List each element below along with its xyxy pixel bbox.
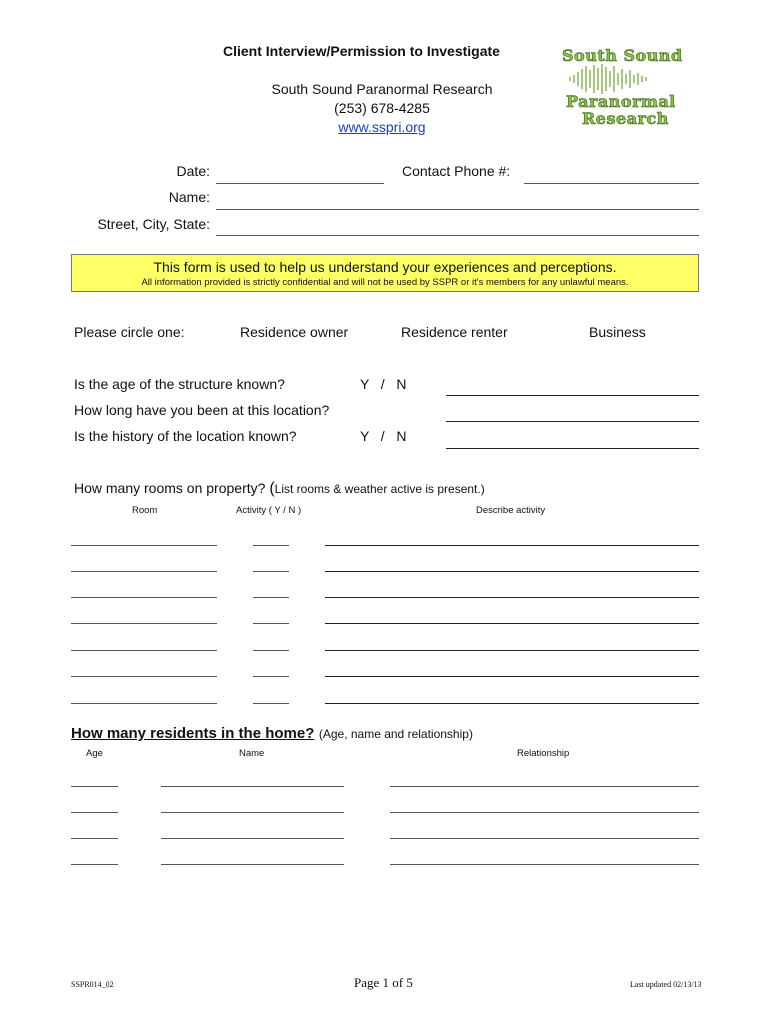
resident-name-field[interactable]	[161, 786, 344, 787]
option-residence-renter[interactable]: Residence renter	[401, 324, 508, 340]
question-structure-age: Is the age of the structure known?	[74, 376, 285, 392]
form-code: SSPR014_02	[71, 980, 114, 989]
resident-relationship-field[interactable]	[390, 838, 699, 839]
answer-time-at-location[interactable]	[446, 421, 699, 422]
rooms-heading	[74, 480, 485, 498]
option-residence-owner[interactable]: Residence owner	[240, 324, 349, 340]
col-name: Name	[239, 748, 265, 759]
room-describe-field[interactable]	[325, 545, 699, 546]
room-name-field[interactable]	[71, 571, 217, 572]
resident-age-field[interactable]	[71, 838, 118, 839]
soundwave-icon	[560, 64, 692, 94]
address-label: Street, City, State:	[97, 216, 210, 232]
logo-line-3: Research	[582, 109, 669, 128]
notice-line-2: All information provided is strictly confidential and will not be used by SSPR or it's members for any unlawful means.	[141, 277, 629, 288]
residents-heading	[71, 725, 473, 743]
room-activity-field[interactable]	[253, 650, 289, 651]
room-name-field[interactable]	[71, 545, 217, 546]
page-number: Page 1 of 5	[354, 975, 413, 990]
name-label: Name:	[168, 189, 210, 205]
room-activity-field[interactable]	[253, 571, 289, 572]
date-label: Date:	[176, 163, 210, 179]
room-activity-field[interactable]	[253, 623, 289, 624]
question-time-at-location: How long have you been at this location?	[74, 402, 330, 418]
room-describe-field[interactable]	[325, 650, 699, 651]
question-location-history: Is the history of the location known?	[74, 428, 297, 444]
circle-prompt: Please circle one:	[74, 324, 185, 340]
room-describe-field[interactable]	[325, 703, 699, 704]
answer-structure-age[interactable]	[446, 395, 699, 396]
residents-heading-text: How many residents in the home?	[71, 725, 315, 742]
sspr-logo	[560, 44, 692, 130]
yn-structure-age[interactable]: Y / N	[360, 376, 407, 392]
col-relationship: Relationship	[517, 748, 570, 759]
room-activity-field[interactable]	[253, 545, 289, 546]
date-field[interactable]	[216, 183, 384, 184]
answer-location-history[interactable]	[446, 448, 699, 449]
col-activity: Activity ( Y / N )	[236, 505, 302, 516]
resident-relationship-field[interactable]	[390, 864, 699, 865]
address-field[interactable]	[216, 235, 699, 236]
col-room: Room	[132, 505, 158, 516]
rooms-note: List rooms & weather active is present.)	[274, 482, 485, 496]
org-phone: (253) 678-4285	[334, 100, 430, 116]
last-updated: Last updated 02/13/13	[630, 980, 702, 989]
resident-age-field[interactable]	[71, 864, 118, 865]
room-activity-field[interactable]	[253, 597, 289, 598]
resident-name-field[interactable]	[161, 838, 344, 839]
room-name-field[interactable]	[71, 623, 217, 624]
residents-note: (Age, name and relationship)	[318, 727, 473, 741]
notice-line-1: This form is used to help us understand your experiences and perceptions.	[153, 259, 617, 275]
logo-line-1: South Sound	[562, 46, 683, 65]
room-describe-field[interactable]	[325, 571, 699, 572]
resident-age-field[interactable]	[71, 812, 118, 813]
resident-relationship-field[interactable]	[390, 812, 699, 813]
resident-relationship-field[interactable]	[390, 786, 699, 787]
room-describe-field[interactable]	[325, 597, 699, 598]
room-name-field[interactable]	[71, 703, 217, 704]
resident-name-field[interactable]	[161, 864, 344, 865]
notice-box	[71, 254, 699, 292]
contact-phone-field[interactable]	[524, 183, 699, 184]
room-name-field[interactable]	[71, 597, 217, 598]
resident-name-field[interactable]	[161, 812, 344, 813]
org-website-link[interactable]: www.sspri.org	[338, 119, 426, 135]
org-name: South Sound Paranormal Research	[271, 81, 493, 97]
room-describe-field[interactable]	[325, 623, 699, 624]
rooms-heading-text: How many rooms on property?	[74, 480, 266, 496]
rooms-note-paren: (	[269, 480, 275, 497]
resident-age-field[interactable]	[71, 786, 118, 787]
room-describe-field[interactable]	[325, 676, 699, 677]
col-describe: Describe activity	[476, 505, 546, 516]
option-business[interactable]: Business	[589, 324, 646, 340]
room-activity-field[interactable]	[253, 703, 289, 704]
form-title: Client Interview/Permission to Investigate	[223, 43, 500, 59]
yn-location-history[interactable]: Y / N	[360, 428, 407, 444]
col-age: Age	[86, 748, 103, 759]
room-name-field[interactable]	[71, 650, 217, 651]
room-name-field[interactable]	[71, 676, 217, 677]
contact-phone-label: Contact Phone #:	[402, 163, 511, 179]
name-field[interactable]	[216, 209, 699, 210]
logo-line-2: Paranormal	[566, 92, 676, 111]
room-activity-field[interactable]	[253, 676, 289, 677]
